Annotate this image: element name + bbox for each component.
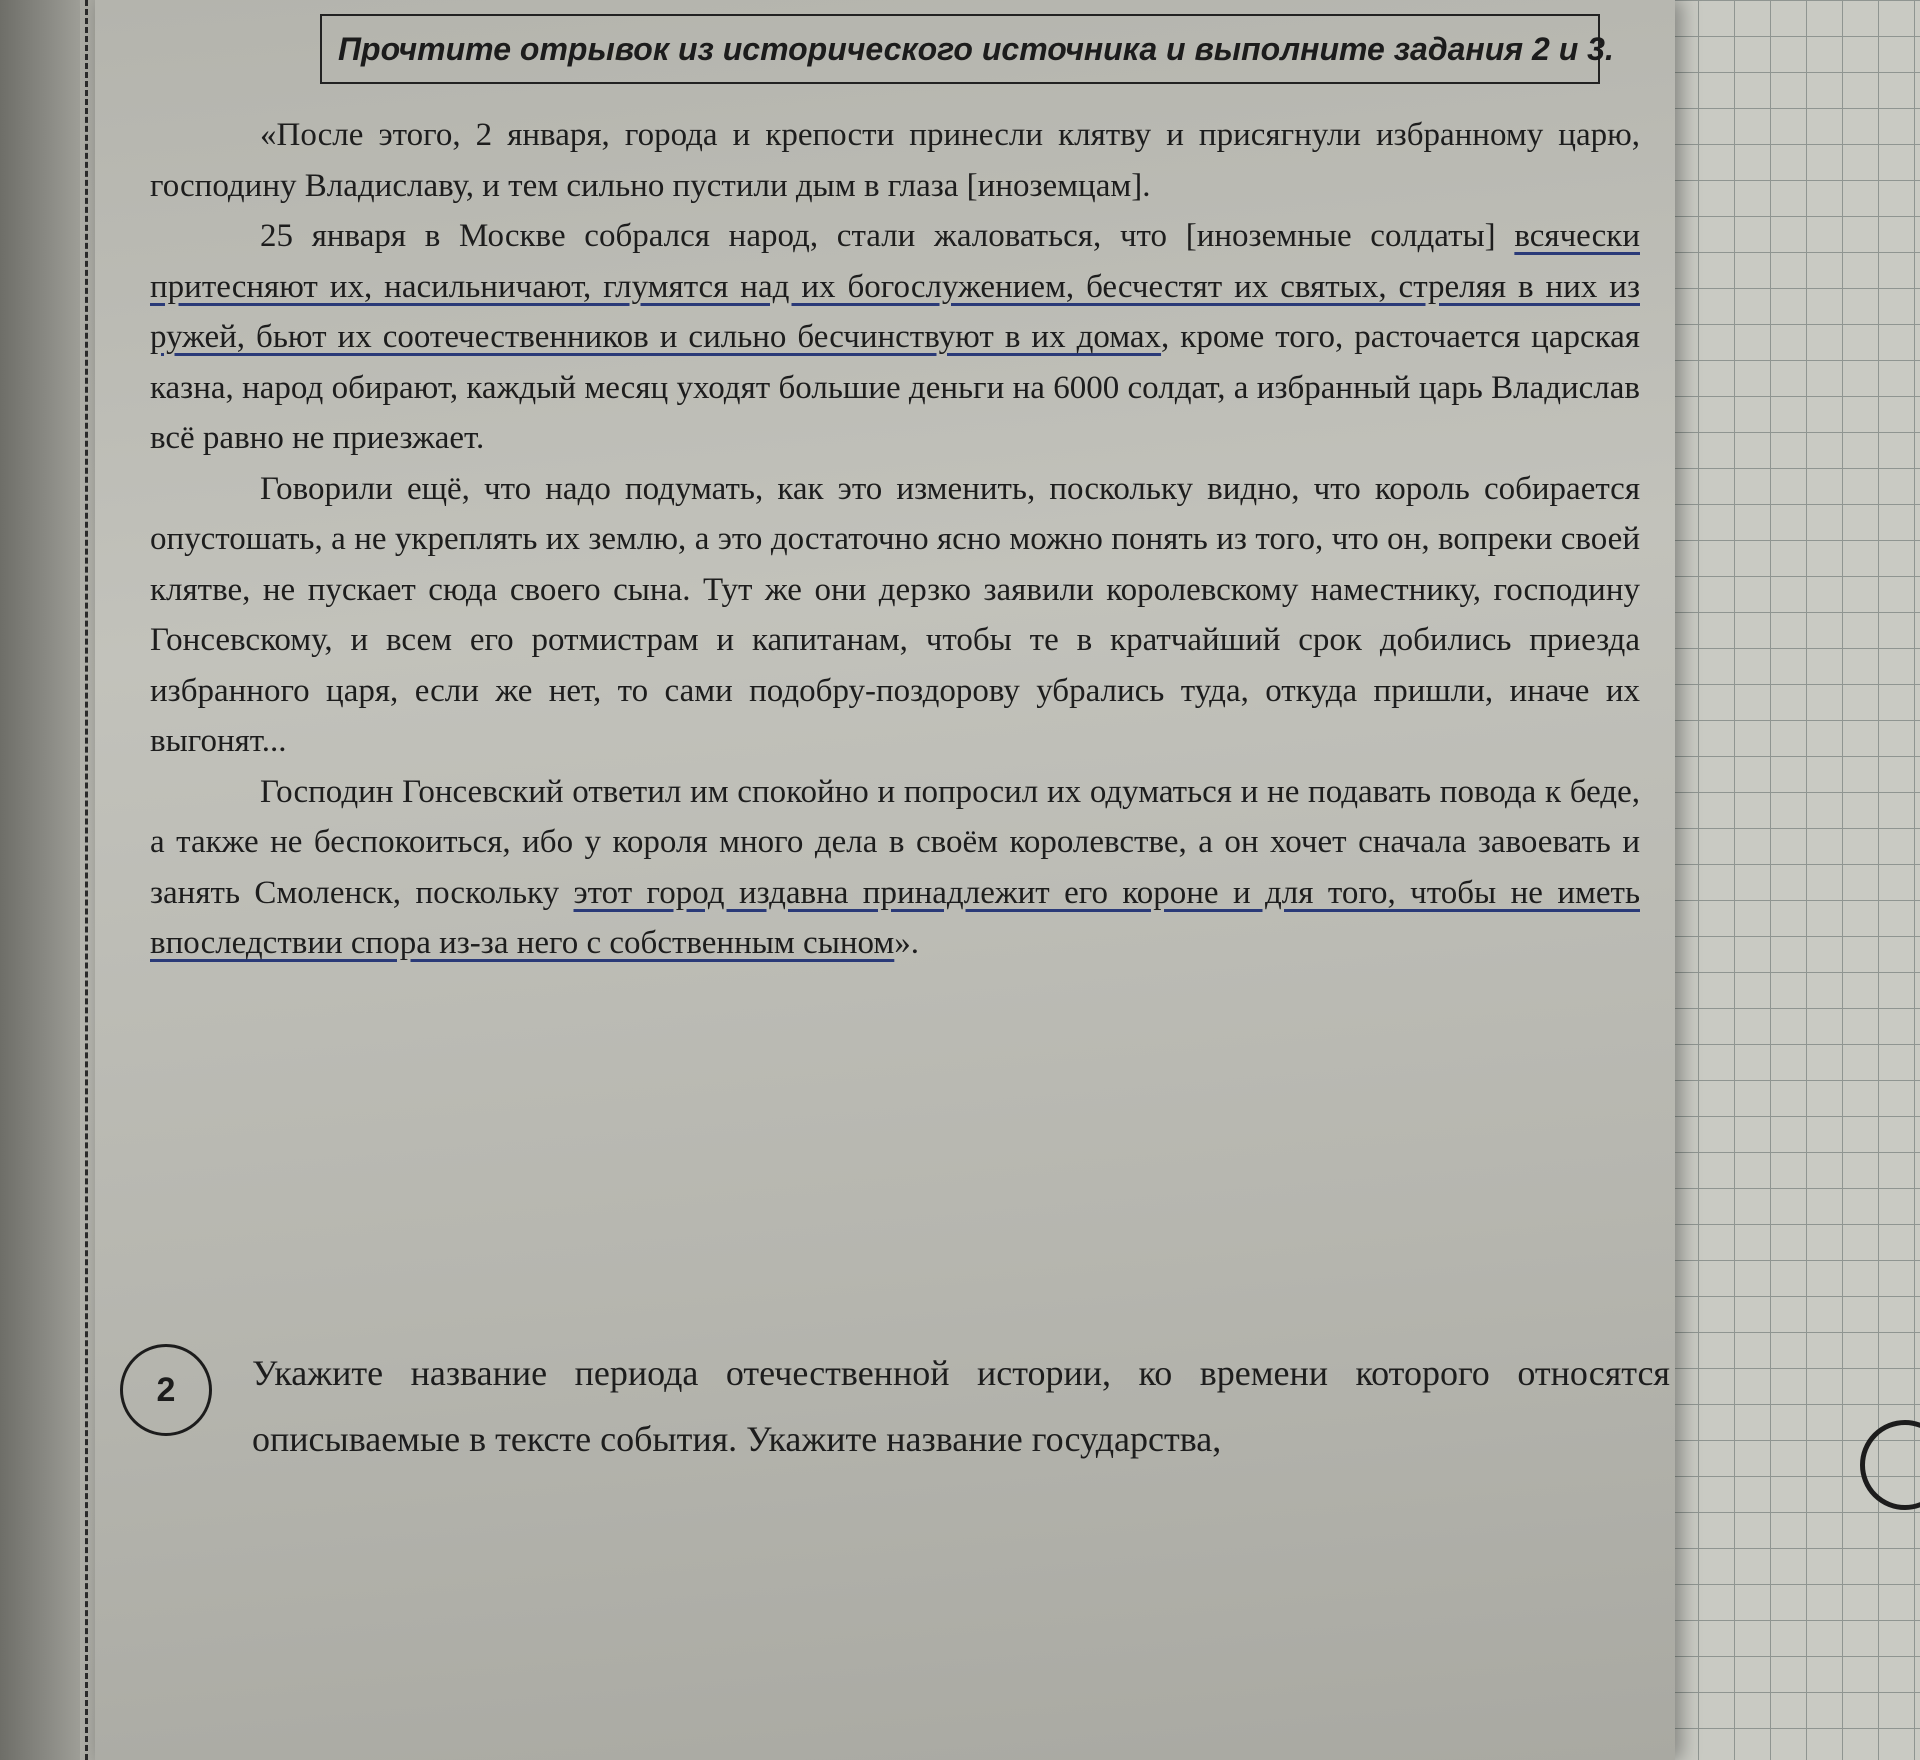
historical-source-excerpt bbox=[150, 110, 1640, 969]
paragraph-2-end: , кроме того, расточается царская казна, народ обирают, каждый месяц уходят большие деньги на 6000 солдат, а избранный царь Владислав всё равно не приезжает. bbox=[150, 319, 1640, 456]
paragraph-4 bbox=[150, 767, 1640, 969]
paragraph-2 bbox=[150, 211, 1640, 464]
question-text: Укажите название периода отечественной истории, ко времени которого относятся описываемые в тексте события. Укажите название государства, bbox=[252, 1353, 1670, 1459]
paragraph-2-start: 25 января в Москве собрался народ, стали жаловаться, что [иноземные солдаты] bbox=[260, 218, 1515, 254]
paragraph-4-end: ». bbox=[894, 925, 920, 961]
question-2 bbox=[120, 1340, 1670, 1472]
question-number-circle bbox=[120, 1344, 212, 1436]
paragraph-1: «После этого, 2 января, города и крепости принесли клятву и присягнули избранному царю, господину Владиславу, и тем сильно пустили дым в глаза [иноземцам]. bbox=[150, 117, 1640, 204]
previous-page-edge bbox=[0, 0, 80, 1760]
question-number: 2 bbox=[156, 1370, 176, 1409]
partial-question-circle bbox=[1860, 1420, 1920, 1510]
paragraph-4-start: Господин Гонсевский ответил им спокойно и попросил их одуматься и не подавать повода к беде, а также не беспокоиться, ибо у короля много дела в своём королевстве, а он хочет сначала завоевать и занять Смоленск, поскольку bbox=[150, 773, 1640, 911]
paragraph-2-underlined: всячески притесняют их, насильничают, глумятся над их богослужением, бесчестят их святых, стреляя в них из ружей, бьют их соотечественников и сильно бесчинствуют в их домах bbox=[150, 218, 1640, 355]
paragraph-4-underlined: этот город издавна принадлежит его короне и для того, чтобы не иметь впоследствии спора из-за него с собственным сыном bbox=[150, 874, 1640, 961]
task-instruction-text: Прочтите отрывок из исторического источника и выполните задания 2 и 3. bbox=[338, 30, 1614, 67]
task-instruction-box bbox=[320, 14, 1614, 84]
cut-dashed-line bbox=[85, 0, 88, 1760]
paragraph-3: Говорили ещё, что надо подумать, как это изменить, поскольку видно, что король собирается опустошать, а не укреплять их землю, а это достаточно ясно можно понять из того, что он, вопреки своей клятве, не пускает сюда своего сына. Тут же они дерзко заявили королевскому наместнику, господину Гонсевскому, и всем его ротмистрам и капитанам, чтобы те в кратчайший срок добились приезда избранного царя, если же нет, то сами подобру-поздорову убрались туда, откуда пришли, иначе их выгонят... bbox=[150, 470, 1640, 759]
